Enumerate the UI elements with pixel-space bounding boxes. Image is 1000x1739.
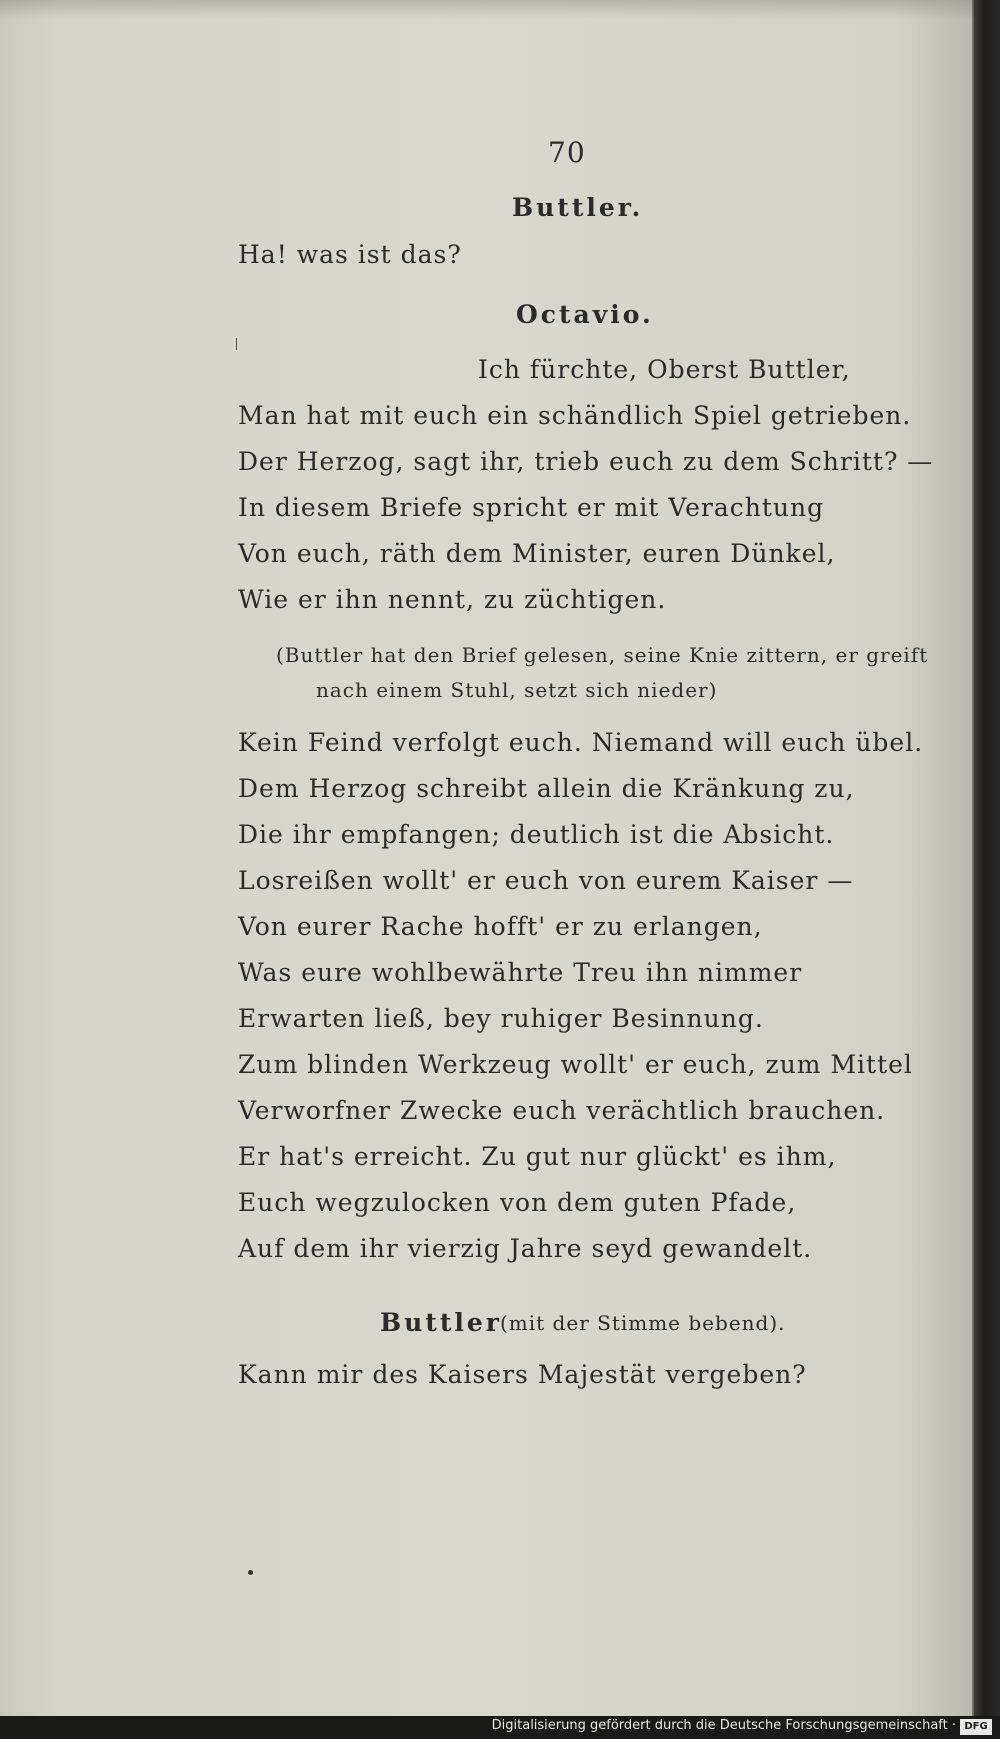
verse-line: Die ihr empfangen; deutlich ist die Absicht. <box>238 820 835 849</box>
verse-line: Losreißen wollt' er euch von eurem Kaiser — <box>238 866 854 895</box>
verse-line: Dem Herzog schreibt allein die Kränkung zu, <box>238 774 855 803</box>
footer-credit: Digitalisierung gefördert durch die Deutsche Forschungsgemeinschaft · <box>491 1718 956 1733</box>
verse-line: Kann mir des Kaisers Majestät vergeben? <box>238 1360 807 1389</box>
verse-line: Auf dem ihr vierzig Jahre seyd gewandelt. <box>238 1234 813 1263</box>
speaker-name: Buttler <box>380 1308 502 1337</box>
speaker-name: Buttler. <box>512 193 644 222</box>
dfg-logo-icon: DFG <box>960 1719 992 1735</box>
verse-line: Zum blinden Werkzeug wollt' er euch, zum Mittel <box>238 1050 913 1079</box>
binding-gutter <box>974 0 1000 1739</box>
verse-line: Euch wegzulocken von dem guten Pfade, <box>238 1188 797 1217</box>
digitization-footer <box>0 1716 1000 1739</box>
stage-direction: (Buttler hat den Brief gelesen, seine Knie zittern, er greift <box>276 643 929 667</box>
verse-line: Von eurer Rache hofft' er zu erlangen, <box>238 912 763 941</box>
paper-mark <box>236 338 237 350</box>
page-top-shadow <box>0 0 974 20</box>
verse-line: Der Herzog, sagt ihr, trieb euch zu dem Schritt? — <box>238 447 934 476</box>
verse-line: Von euch, räth dem Minister, euren Dünkel, <box>238 539 836 568</box>
speaker-name: Octavio. <box>516 300 654 329</box>
verse-line: Verworfner Zwecke euch verächtlich brauchen. <box>238 1096 886 1125</box>
stage-direction: (mit der Stimme bebend). <box>500 1311 786 1335</box>
verse-line: Ha! was ist das? <box>238 240 462 269</box>
verse-line: In diesem Briefe spricht er mit Verachtung <box>238 493 825 522</box>
verse-line: Kein Feind verfolgt euch. Niemand will euch übel. <box>238 728 924 757</box>
verse-line: Was eure wohlbewährte Treu ihn nimmer <box>238 958 803 987</box>
verse-line: Ich fürchte, Oberst Buttler, <box>478 355 851 384</box>
verse-line: Man hat mit euch ein schändlich Spiel getrieben. <box>238 401 912 430</box>
page-number: 70 <box>548 136 586 169</box>
verse-line: Er hat's erreicht. Zu gut nur glückt' es ihm, <box>238 1142 837 1171</box>
stage-direction: nach einem Stuhl, setzt sich nieder) <box>316 678 718 702</box>
verse-line: Erwarten ließ, bey ruhiger Besinnung. <box>238 1004 764 1033</box>
verse-line: Wie er ihn nennt, zu züchtigen. <box>238 585 667 614</box>
ink-speck <box>248 1570 253 1575</box>
